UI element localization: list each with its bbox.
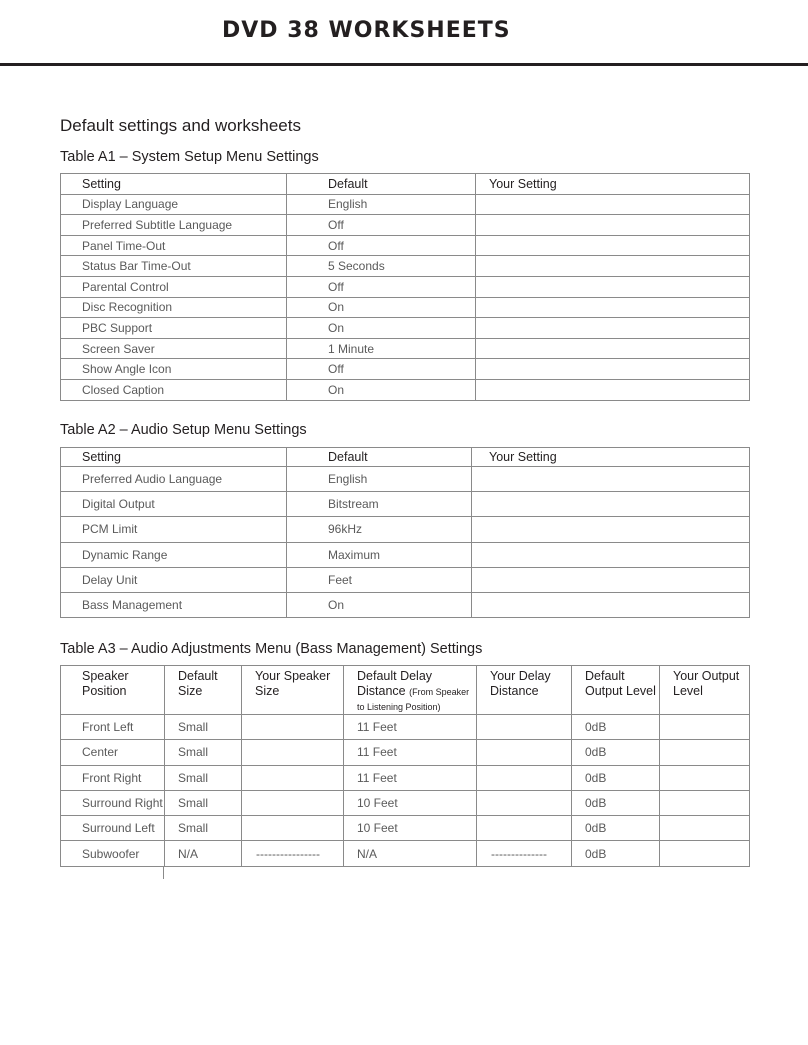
default-output-cell: 0dB xyxy=(572,765,660,790)
your-output-cell[interactable] xyxy=(660,765,750,790)
default-cell: On xyxy=(287,592,472,617)
table-row xyxy=(61,379,750,400)
table-row xyxy=(61,215,750,236)
your-delay-cell[interactable] xyxy=(477,816,572,841)
table-a2-header-setting: Setting xyxy=(61,448,287,467)
your-setting-cell[interactable] xyxy=(476,297,750,318)
speaker-position-cell: Front Right xyxy=(61,765,165,790)
default-cell: 96kHz xyxy=(287,517,472,542)
your-delay-dashes: -------------- xyxy=(477,841,572,866)
table-a1-header-setting: Setting xyxy=(61,174,287,195)
your-setting-cell[interactable] xyxy=(476,235,750,256)
your-speaker-size-dashes: ---------------- xyxy=(242,841,344,866)
speaker-position-cell: Surround Right xyxy=(61,790,165,815)
default-delay-cell: 11 Feet xyxy=(344,715,477,740)
your-setting-cell[interactable] xyxy=(472,517,750,542)
your-setting-cell[interactable] xyxy=(472,467,750,492)
setting-cell: PBC Support xyxy=(61,318,287,339)
your-speaker-size-cell[interactable] xyxy=(242,715,344,740)
setting-cell: Parental Control xyxy=(61,276,287,297)
setting-cell: Show Angle Icon xyxy=(61,359,287,380)
setting-cell: Bass Management xyxy=(61,592,287,617)
default-output-cell: 0dB xyxy=(572,841,660,866)
default-size-cell: Small xyxy=(165,816,242,841)
default-cell: On xyxy=(287,379,476,400)
default-cell: English xyxy=(287,194,476,215)
your-setting-cell[interactable] xyxy=(476,359,750,380)
your-speaker-size-cell[interactable] xyxy=(242,740,344,765)
table-row xyxy=(61,567,750,592)
table-a2 xyxy=(60,447,750,618)
your-setting-cell[interactable] xyxy=(472,492,750,517)
your-setting-cell[interactable] xyxy=(476,379,750,400)
table-row xyxy=(61,338,750,359)
table-a3-header-default-delay-distance: Default Delay Distance (From Speaker to Listening Position) xyxy=(344,666,477,715)
table-a1 xyxy=(60,173,750,401)
default-delay-cell: N/A xyxy=(344,841,477,866)
table-row xyxy=(61,816,750,841)
your-output-cell[interactable] xyxy=(660,841,750,866)
default-output-cell: 0dB xyxy=(572,740,660,765)
default-size-cell: Small xyxy=(165,765,242,790)
default-cell: On xyxy=(287,297,476,318)
setting-cell: Status Bar Time-Out xyxy=(61,256,287,277)
your-setting-cell[interactable] xyxy=(472,567,750,592)
table-row xyxy=(61,765,750,790)
default-cell: Off xyxy=(287,215,476,236)
page-title-text: DVD 38 WORKSHEETS xyxy=(222,18,511,43)
default-output-cell: 0dB xyxy=(572,790,660,815)
default-cell: Bitstream xyxy=(287,492,472,517)
table-a3-header-your-delay-distance: Your Delay Distance xyxy=(477,666,572,715)
your-delay-cell[interactable] xyxy=(477,790,572,815)
table-a1-caption: Table A1 – System Setup Menu Settings xyxy=(60,149,319,165)
table-a3 xyxy=(60,665,750,867)
your-speaker-size-cell[interactable] xyxy=(242,816,344,841)
table-row xyxy=(61,841,750,866)
table-row xyxy=(61,235,750,256)
setting-cell: Preferred Subtitle Language xyxy=(61,215,287,236)
default-size-cell: Small xyxy=(165,740,242,765)
table-row xyxy=(61,318,750,339)
table-a1-header-default: Default xyxy=(287,174,476,195)
table-row xyxy=(61,492,750,517)
default-output-cell: 0dB xyxy=(572,715,660,740)
table-row xyxy=(61,359,750,380)
your-setting-cell[interactable] xyxy=(476,318,750,339)
table-a3-header-your-output-level: Your Output Level xyxy=(660,666,750,715)
table-a1-header-row xyxy=(61,174,750,195)
setting-cell: Display Language xyxy=(61,194,287,215)
your-setting-cell[interactable] xyxy=(472,542,750,567)
default-delay-cell: 10 Feet xyxy=(344,790,477,815)
setting-cell: Panel Time-Out xyxy=(61,235,287,256)
table-a3-header-default-output-level: Default Output Level xyxy=(572,666,660,715)
table-a3-caption: Table A3 – Audio Adjustments Menu (Bass Management) Settings xyxy=(60,641,483,657)
your-setting-cell[interactable] xyxy=(476,194,750,215)
default-cell: 1 Minute xyxy=(287,338,476,359)
table-row xyxy=(61,790,750,815)
your-delay-cell[interactable] xyxy=(477,740,572,765)
table-row xyxy=(61,297,750,318)
speaker-position-cell: Center xyxy=(61,740,165,765)
default-cell: Feet xyxy=(287,567,472,592)
setting-cell: Digital Output xyxy=(61,492,287,517)
speaker-position-cell: Subwoofer xyxy=(61,841,165,866)
delay-note: (From Speaker xyxy=(409,687,470,697)
default-delay-cell: 11 Feet xyxy=(344,765,477,790)
your-setting-cell[interactable] xyxy=(476,338,750,359)
setting-cell: Disc Recognition xyxy=(61,297,287,318)
table-a3-header-row xyxy=(61,666,750,715)
title-rule xyxy=(0,63,808,66)
default-cell: Off xyxy=(287,359,476,380)
default-cell: 5 Seconds xyxy=(287,256,476,277)
table-a1-header-your-setting: Your Setting xyxy=(476,174,750,195)
setting-cell: Delay Unit xyxy=(61,567,287,592)
table-a3-header-default-size: Default Size xyxy=(165,666,242,715)
speaker-position-cell: Front Left xyxy=(61,715,165,740)
table-row xyxy=(61,517,750,542)
table-row xyxy=(61,715,750,740)
table-a3-stub-line xyxy=(163,867,164,879)
your-output-cell[interactable] xyxy=(660,790,750,815)
table-a2-header-default: Default xyxy=(287,448,472,467)
default-size-cell: Small xyxy=(165,715,242,740)
setting-cell: Dynamic Range xyxy=(61,542,287,567)
speaker-position-cell: Surround Left xyxy=(61,816,165,841)
delay-note-2: to Listening Position) xyxy=(357,702,441,712)
setting-cell: Screen Saver xyxy=(61,338,287,359)
default-size-cell: Small xyxy=(165,790,242,815)
default-cell: On xyxy=(287,318,476,339)
table-row xyxy=(61,256,750,277)
default-cell: Off xyxy=(287,276,476,297)
default-cell: English xyxy=(287,467,472,492)
table-row xyxy=(61,542,750,567)
default-size-cell: N/A xyxy=(165,841,242,866)
table-row xyxy=(61,194,750,215)
table-row xyxy=(61,467,750,492)
default-delay-cell: 10 Feet xyxy=(344,816,477,841)
default-delay-cell: 11 Feet xyxy=(344,740,477,765)
table-row xyxy=(61,740,750,765)
default-cell: Maximum xyxy=(287,542,472,567)
table-a2-header-row xyxy=(61,448,750,467)
table-a2-header-your-setting: Your Setting xyxy=(472,448,750,467)
setting-cell: Closed Caption xyxy=(61,379,287,400)
your-setting-cell[interactable] xyxy=(476,256,750,277)
your-output-cell[interactable] xyxy=(660,816,750,841)
setting-cell: PCM Limit xyxy=(61,517,287,542)
section-heading: Default settings and worksheets xyxy=(60,116,301,135)
table-a3-header-your-speaker-size: Your Speaker Size xyxy=(242,666,344,715)
table-row xyxy=(61,276,750,297)
table-a3-header-speaker-position: Speaker Position xyxy=(61,666,165,715)
default-cell: Off xyxy=(287,235,476,256)
your-speaker-size-cell[interactable] xyxy=(242,765,344,790)
your-setting-cell[interactable] xyxy=(472,592,750,617)
your-delay-cell[interactable] xyxy=(477,765,572,790)
your-setting-cell[interactable] xyxy=(476,276,750,297)
your-setting-cell[interactable] xyxy=(476,215,750,236)
your-output-cell[interactable] xyxy=(660,740,750,765)
your-output-cell[interactable] xyxy=(660,715,750,740)
table-a2-caption: Table A2 – Audio Setup Menu Settings xyxy=(60,422,307,438)
your-speaker-size-cell[interactable] xyxy=(242,790,344,815)
table-row xyxy=(61,592,750,617)
your-delay-cell[interactable] xyxy=(477,715,572,740)
setting-cell: Preferred Audio Language xyxy=(61,467,287,492)
default-output-cell: 0dB xyxy=(572,816,660,841)
